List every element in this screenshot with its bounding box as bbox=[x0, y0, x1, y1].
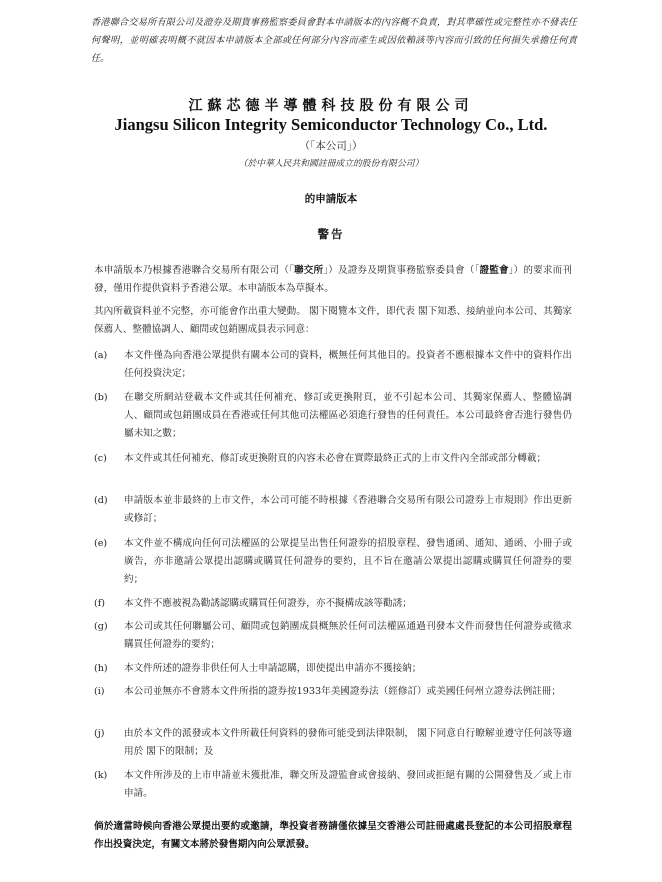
item-marker: (k) bbox=[94, 770, 108, 781]
final-notice: 倘於適當時候向香港公眾提出要約或邀請，準投資者務請僅依據呈交香港公司註冊處處長登記的本公司招股章程作出投資決定，有關文本將於發售期內向公眾派發。 bbox=[94, 821, 572, 850]
item-text: 本文件不應被視為勸誘認購或購買任何證券，亦不擬構成該等勸誘； bbox=[124, 598, 412, 609]
list-item bbox=[94, 535, 572, 595]
item-marker: (b) bbox=[94, 392, 108, 403]
item-text: 本文件僅為向香港公眾提供有關本公司的資料，概無任何其他目的。投資者不應根據本文件中的資料作出任何投資決定； bbox=[124, 350, 572, 379]
item-marker: (j) bbox=[94, 728, 105, 739]
list-item bbox=[94, 492, 572, 535]
acknowledgement-list bbox=[94, 347, 572, 810]
item-text: 由於本文件的派發或本文件所載任何資料的發佈可能受到法律限制， 閣下同意自行瞭解並遵守任何該等適用於 閣下的限制；及 bbox=[124, 728, 572, 757]
warning-heading: 警告 bbox=[317, 227, 345, 241]
version-title: 的申請版本 bbox=[304, 193, 358, 205]
item-text: 在聯交所網站登載本文件或其任何補充、修訂或更換附頁，並不引起本公司、其獨家保薦人、整體協調人、顧問或包銷團成員在香港或任何其他司法權區必須進行發售的任何責任。本公司最終會否進行發售仍屬未知之數； bbox=[124, 392, 572, 439]
item-marker: (a) bbox=[94, 350, 108, 361]
item-marker: (h) bbox=[94, 663, 108, 674]
item-marker: (c) bbox=[94, 453, 107, 464]
list-item bbox=[94, 767, 572, 810]
list-item bbox=[94, 683, 572, 725]
item-text: 本文件所涉及的上市申請並未獲批准，聯交所及證監會或會接納、發回或拒絕有關的公開發售及／或上市申請。 bbox=[124, 770, 572, 799]
item-marker: (i) bbox=[94, 686, 105, 697]
item-text: 本公司並無亦不會將本文件所指的證券按1933年美國證券法（經修訂）或美國任何州立證券法例註冊； bbox=[124, 686, 561, 697]
item-text: 本文件並不構成向任何司法權區的公眾提呈出售任何證券的招股章程、發售通函、通知、通函、小冊子或廣告，亦非邀請公眾提出認購或購買任何證券的要約，且不旨在邀請公眾提出認購或購買任何證券的要約； bbox=[124, 538, 572, 585]
intro-paragraph bbox=[94, 262, 572, 298]
consent-paragraph: 其內所載資料並不完整，亦可能會作出重大變動。 閣下閱覽本文件，即代表 閣下知悉、接納並向本公司、其獨家保薦人、整體協調人、顧問或包銷團成員表示同意： bbox=[94, 306, 572, 335]
list-item bbox=[94, 450, 572, 492]
list-item bbox=[94, 725, 572, 767]
item-marker: (g) bbox=[94, 621, 108, 632]
list-item bbox=[94, 347, 572, 389]
item-text: 本文件所述的證券非供任何人士申請認購，即使提出申請亦不獲接納； bbox=[124, 663, 422, 674]
item-marker: (f) bbox=[94, 598, 106, 609]
company-name-chinese: 江蘇芯德半導體科技股份有限公司 bbox=[188, 98, 474, 114]
company-short-name: （「本公司」） bbox=[299, 140, 363, 152]
item-text: 本文件或其任何補充、修訂或更換附頁的內容未必會在實際最終正式的上市文件內全部或部分轉載； bbox=[124, 453, 547, 464]
item-text: 本公司或其任何聯屬公司、顧問或包銷團成員概無於任何司法權區通過刊發本文件而發售任何證券或徵求購買任何證券的要約； bbox=[124, 621, 572, 650]
list-item bbox=[94, 660, 572, 683]
list-item bbox=[94, 595, 572, 618]
item-marker: (e) bbox=[94, 538, 108, 549]
company-name-english: Jiangsu Silicon Integrity Semiconductor Technology Co., Ltd. bbox=[114, 115, 548, 134]
list-item bbox=[94, 389, 572, 450]
item-marker: (d) bbox=[94, 495, 108, 506]
term-sfc: 證監會 bbox=[479, 265, 509, 276]
intro-text-1: 本申請版本乃根據香港聯合交易所有限公司（「 bbox=[94, 265, 294, 276]
term-stock-exchange: 聯交所 bbox=[294, 265, 324, 276]
regulatory-disclaimer: 香港聯合交易所有限公司及證券及期貨事務監察委員會對本申請版本的內容概不負責，對其準確性或完整性亦不發表任何聲明，並明確表明概不就因本申請版本全部或任何部分內容而產生或因依賴該等內容而引致的任何損失承擔任何責任。 bbox=[91, 17, 577, 64]
intro-text-3: 」）的要求而刊發，僅用作提供資料予香港公眾。本申請版本為草擬本。 bbox=[94, 265, 573, 294]
item-text: 申請版本並非最終的上市文件，本公司可能不時根據《香港聯合交易所有限公司證券上市規則》作出更新或修訂； bbox=[124, 495, 572, 524]
intro-text-2: 」）及證券及期貨事務監察委員會（「 bbox=[323, 265, 480, 276]
list-item bbox=[94, 618, 572, 660]
incorporation-note: （於中華人民共和國註冊成立的股份有限公司） bbox=[238, 159, 424, 169]
